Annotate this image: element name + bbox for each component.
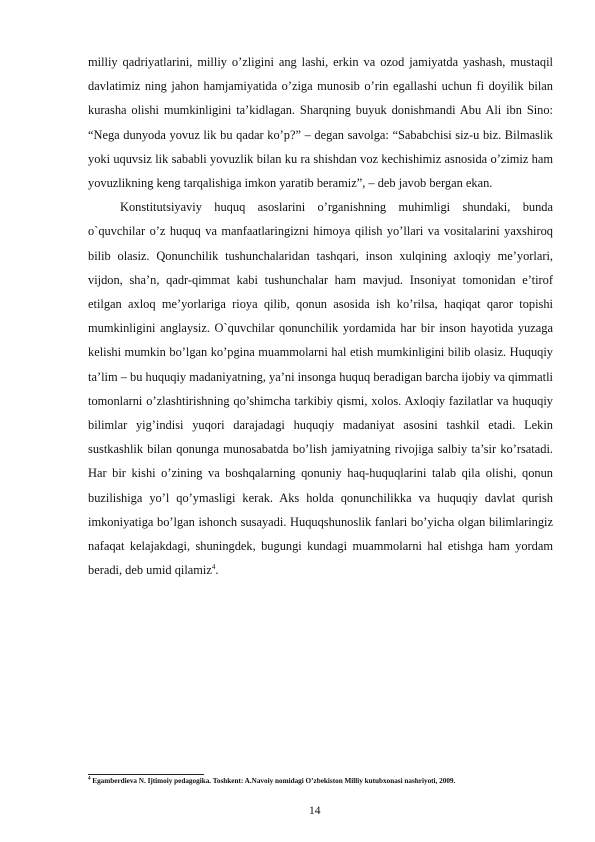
body-text: [88, 50, 553, 582]
footnote-reference[interactable]: 4: [211, 563, 216, 572]
page-number: 14: [309, 805, 321, 817]
paragraph-2: Konstitutsiyaviy huquq asoslarini o’rganishning muhimligi shundaki, bunda o`quvchilar o’z huquq va manfaatlaringizni himoya qilish yo’llari va vositalarini yaxshiroq bilib olasiz. Qonunchilik tushunchalaridan tashqari, inson xulqining axloqiy me’yorlari, vijdon, sha’n, qadr-qimmat kabi tushunchalar ham mavjud. Insoniyat tomonidan e’tirof etilgan axloq me’yorlariga rioya qilib, qonun asosida ish ko’rilsa, haqiqat qaror topishi mumkinligini anglaysiz. O`quvchilar qonunchilik yordamida har bir inson hayotida yuzaga kelishi mumkin bo’lgan ko’pgina muammolarni hal etish mumkinligini bilib olasiz. Huquqiy ta’lim – bu huquqiy madaniyatning, ya’ni insonga huquq beradigan barcha ijobiy va qimmatli tomonlarni o’zlashtirishning qo’shimcha tarkibiy qismi, xolos. Axloqiy fazilatlar va huquqiy bilimlar yig’indisi yuqori darajadagi huquqiy madaniyat asosini tashkil etadi. Lekin sustkashlik bilan qonunga munosabatda bo’lish jamiyatning rivojiga salbiy ta’sir ko’rsatadi. Har bir kishi o’zining va boshqalarning qonuniy haq-huquqlarini talab qila olishi, qonun buzilishiga yo’l qo’ymasligi kerak. Aks holda qonunchilikka va huquqiy davlat qurish imkoniyatiga bo’lgan ishonch susayadi. Huquqshunoslik fanlari bo’yicha olgan bilimlaringiz nafaqat kelajakdagi, shuningdek, bugungi kundagi muammolarni hal etishga ham yordam beradi, deb umid qilamiz$^4$.: [88, 200, 553, 578]
footnote-separator: [88, 774, 204, 775]
footnote: [88, 776, 558, 787]
paragraph-2-text: Konstitutsiyaviy huquq asoslarini o’rganishning muhimligi shundaki, bunda o`quvchilar o’z huquq va manfaatlaringizni himoya qilish yo’llari va vositalarini yaxshiroq bilib olasiz. Qonunchilik tushunchalaridan tashqari, inson xulqining axloqiy me’yorlari, vijdon, sha’n, qadr-qimmat kabi tushunchalar ham mavjud. Insoniyat tomonidan e’tirof etilgan axloq me’yorlariga rioya qilib, qonun asosida ish ko’rilsa, haqiqat qaror topishi mumkinligini anglaysiz. O`quvchilar qonunchilik yordamida har bir inson hayotida yuzaga kelishi mumkin bo’lgan ko’pgina muammolarni hal etish mumkinligini bilib olasiz. Huquqiy ta’lim – bu huquqiy madaniyatning, ya’ni insonga huquq beradigan barcha ijobiy va qimmatli tomonlarni o’zlashtirishning qo’shimcha tarkibiy qismi, xolos. Axloqiy fazilatlar va huquqiy bilimlar yig’indisi yuqori darajadagi huquqiy madaniyat asosini tashkil etadi. Lekin sustkashlik bilan qonunga munosabatda bo’lish jamiyatning rivojiga salbiy ta’sir ko’rsatadi. Har bir kishi o’zining va boshqalarning qonuniy haq-huquqlarini talab qila olishi, qonun buzilishiga yo’l qo’ymasligi kerak. Aks holda qonunchilikka va huquqiy davlat qurish imkoniyatiga bo’lgan ishonch susayadi. Huquqshunoslik fanlari bo’yicha olgan bilimlaringiz nafaqat kelajakdagi, shuningdek, bugungi kundagi muammolarni hal etishga ham yordam beradi, deb umid qilamiz: [88, 200, 553, 578]
footnote-text: Egamberdieva N. Ijtimoiy pedagogika. Toshkent: A.Navoiy nomidagi O’zbekiston Milliy kutubxonasi nashriyoti, 2009.: [92, 777, 456, 785]
footnote-marker: 4: [88, 776, 91, 782]
paragraph-1: milliy qadriyatlarini, milliy o’zligini ang lashi, erkin va ozod jamiyatda yashash, mustaqil davlatimiz ning jahon hamjamiyatida o’ziga munosib o’rin egallashi uchun fi doyilik bilan kurasha olishi mumkinligini ta’kidlagan. Sharqning buyuk donishmandi Abu Ali ibn Sino: “Nega dunyoda yovuz lik bu qadar ko’p?” – degan savolga: “Sababchisi siz-u biz. Bilmaslik yoki uquvsiz lik sababli yovuzlik bilan ku ra shishdan voz kechishimiz asnosida o’zimiz ham yovuzlikning keng tarqalishiga imkon yaratib beramiz”, – deb javob bergan ekan.: [88, 55, 553, 191]
